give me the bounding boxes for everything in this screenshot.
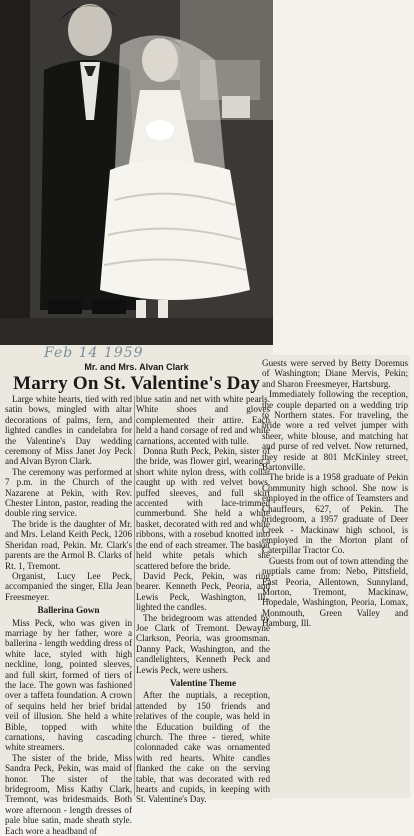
paragraph: The bride is the daughter of Mr. and Mrs. Leland Keith Peck, 1206 Sheridan road, Pekin. Mr. Clark's parents are the Armol B. Clarks of Rt. 1, Tremont. — [5, 518, 132, 571]
article-headline: Marry On St. Valentine's Day — [13, 373, 260, 394]
paragraph: Organist, Lucy Lee Peck, accompanied the singer, Ella Jean Freesmeyer. — [5, 570, 132, 602]
paragraph: Miss Peck, who was given in marriage by her father, wore a ballerina - length wedding dress of white lace, styled with high neckline, long, pointed sleeves, and full skirt, formed of tiers of the lace. The gown was fashioned over a taffeta foundation. A crown of sequins held her brief bridal veil of illusion. She held a white Bible, topped with white carnations, having cascading white streamers. — [5, 617, 132, 753]
subheading: Valentine Theme — [169, 677, 237, 688]
paragraph: blue satin and net with white pearls. White shoes and gloves complemented their attire. Each held a hand corsage of red and white carnations, accented with tulle. — [136, 394, 270, 446]
paragraph: Large white hearts, tied with red satin bows, mingled with altar decorations of palms, fern, and lighted candles in candelabra for the Valentine's Day wedding ceremony of Miss Janet Joy Peck and Alvan Byron Clark. — [5, 394, 132, 467]
article-column-3 — [262, 358, 408, 798]
wedding-photo-image — [0, 0, 273, 345]
column-divider — [134, 396, 135, 796]
paragraph: The bride is a 1958 graduate of Pekin Community high school. She now is employed in the office of Teamsters and Chauffeurs, 627, of Pekin. The bridegroom, a 1957 graduate of Deer Creek - Mackinaw high school, is employed in the Morton plant of Caterpillar Tractor Co. — [262, 472, 408, 556]
photo-caption: Mr. and Mrs. Alvan Clark — [84, 362, 189, 372]
article-column-2 — [136, 394, 270, 805]
paragraph: The ceremony was performed at 7 p.m. in the Church of the Nazarene at Pekin, with Rev. Chester Linton, pastor, reading the double ring service. — [5, 466, 132, 519]
paragraph: The bridegroom was attended by Joe Clark of Tremont. Dewayne Clarkson, Peoria, was groomsman. Danny Pack, Washington, and the candlelighters, Kenneth Peck and Lewis Peck, were ushers. — [136, 612, 270, 675]
paragraph: Immediately following the reception, the couple departed on a wedding trip to Northern states. For traveling, the bride wore a red velvet jumper with sheer, white blouse, and matching hat and purse of red velvet. Now returned, they reside at 801 McKinley street, Bartonville. — [262, 389, 408, 473]
paragraph: David Peck, Pekin, was ring bearer. Kenneth Peck, Peoria, and Lewis Peck, Washington, Ill., lighted the candles. — [136, 570, 270, 613]
paragraph: Guests from out of town attending the nuptials came from: Nebo, Pittsfield, East Peoria, Allentown, Sunnyland, Morton, Tremont, Mackinaw, Hopedale, Washington, Peoria, Lomax, Monmouth, Green Valley and Hamburg, Ill. — [262, 555, 408, 629]
subheading: Ballerina Gown — [37, 605, 100, 616]
wedding-photo — [0, 0, 273, 345]
paragraph: Guests were served by Betty Doremus of Washington; Diane Mervis, Pekin; and Sharon Freesmeyer, Hartsburg. — [262, 358, 408, 389]
paragraph: After the nuptials, a reception, attended by 150 friends and relatives of the couple, was held in the Education building of the church. The three - tiered, white colonnaded cake was ornamented with red hearts. White candles flanked the cake on the serving table, that was decorated with red hearts and cupids, in keeping with St. Valentine's Day. — [136, 690, 270, 805]
article-column-1 — [5, 394, 132, 836]
paragraph: The sister of the bride, Miss Sandra Peck, Pekin, was maid of honor. The sister of the bridegroom, Miss Kathy Clark, Tremont, was bridesmaids. Both wore afternoon - length dresses of pale blue satin, made sheath style. Each wore a headband of — [5, 752, 132, 836]
handwritten-date: Feb 14 1959 — [44, 345, 144, 361]
paragraph: Donna Ruth Peck, Pekin, sister of the bride, was flower girl, wearing a short white nylon dress, with collar caught up with red velvet bows, puffed sleeves, and full skirt accented with lace-trimmed cummerbund. She held a white basket, decorated with red and white ribbons, with a rosebud knotted into the end of each streamer. The basket held white petals which she scattered before the bride. — [136, 446, 270, 571]
